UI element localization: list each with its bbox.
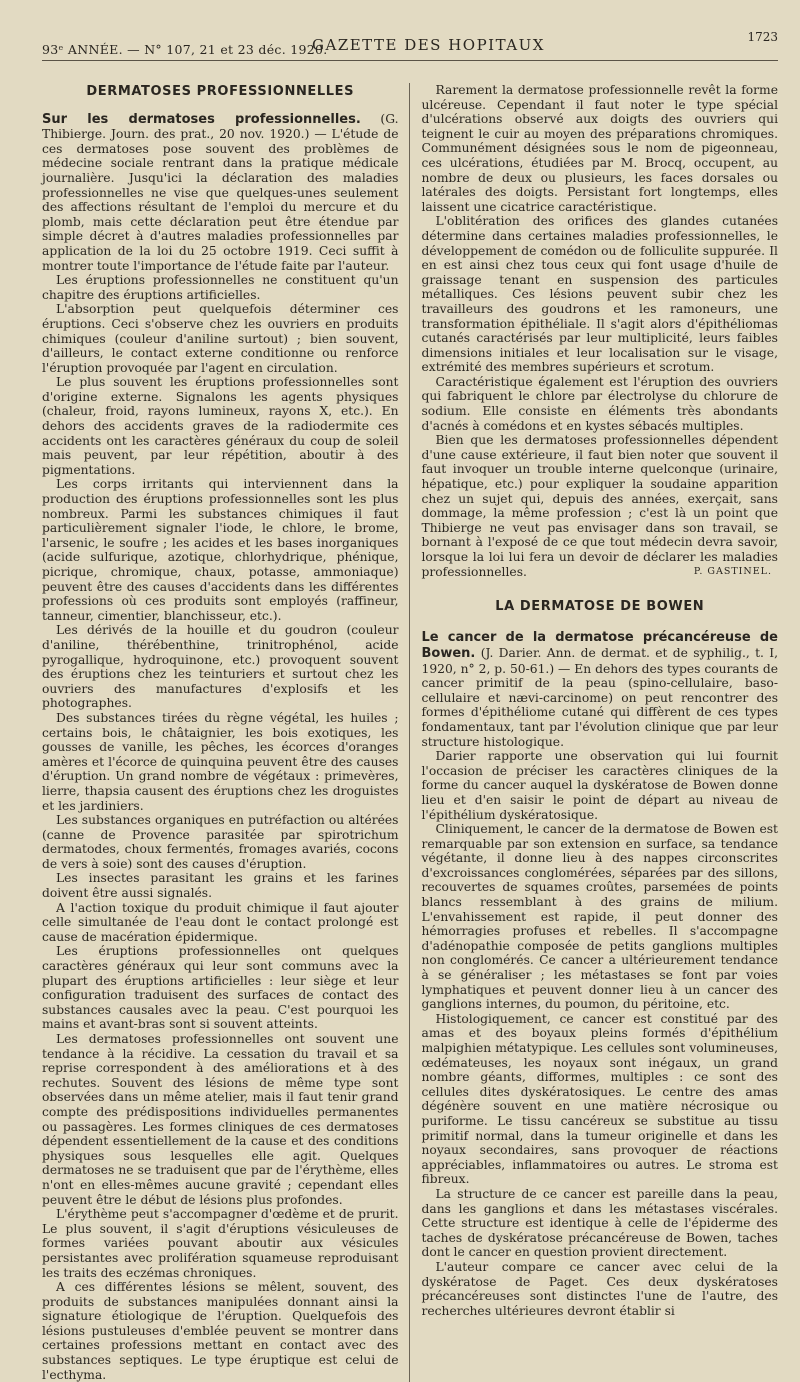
- paragraph: Cliniquement, le cancer de la dermatose de Bowen est remarquable par son extension en surface, sa tendance végétante, il donne lieu à des nappes circonscrites d'excroissances conglomérées, séparées par des sillons, recouvertes de squames croûtes, parsemées de points blancs ressemblant à des grains de milium. L'envahissement est rapide, il peut donner des hémorragies profuses et rebelles. Il s'accompagne d'adénopathie composée de petits ganglions multiples non conglomérés. Ce cancer a ultérieurement tendance à se généraliser ; les métastases se font par voies lymphatiques et peuvent donner lieu à un cancer des ganglions internes, du poumon, du péritoine, etc.: [421, 822, 778, 1012]
- paragraph: Les éruptions professionnelles ne constituent qu'un chapitre des éruptions artificielles.: [42, 273, 399, 302]
- paragraph: A l'action toxique du produit chimique il faut ajouter celle simultanée de l'eau dont le contact prolongé est cause de macération épidermique.: [42, 900, 399, 944]
- section-title-bowen: LA DERMATOSE DE BOWEN: [495, 598, 705, 614]
- paragraph: Des substances tirées du règne végétal, les huiles ; certains bois, le châtaignier, les bois exotiques, les gousses de vanille, les pêches, les écorces d'oranges amères et l'écorce de quinquina peuvent être des causes d'éruption. Un grand nombre de végétaux : primevères, lierre, thapsia causent des éruptions chez les droguistes et les jardiniers.: [42, 710, 399, 813]
- left-column: [42, 83, 410, 1382]
- paragraph: L'absorption peut quelquefois déterminer ces éruptions. Ceci s'observe chez les ouvriers en produits chimiques (couleur d'aniline surtout) ; bien souvent, d'ailleurs, le contact externe conditionne ou renforce l'éruption provoquée par l'agent en circulation.: [42, 302, 399, 375]
- article-lead: [42, 112, 399, 274]
- paragraph: Les insectes parasitant les grains et les farines doivent être aussi signalés.: [42, 871, 399, 901]
- paragraph: Rarement la dermatose professionnelle revêt la forme ulcéreuse. Cependant il faut noter le type spécial d'ulcérations observé aux doigts des ouvriers qui teignent le cuir au moyen des préparations chromiques. Communément désignées sous le nom de pigeonneau, ces ulcérations, étudiées par M. Brocq, occupent, au nombre de deux ou plusieurs, les faces dorsales ou latérales des doigts. Persistant fort longtemps, elles laissent une cicatrice caractéristique.: [421, 83, 778, 214]
- paragraph: (J. Darier. Ann. de dermat. et de syphilig., t. I, 1920, n° 2, p. 50-61.) — En dehors des types courants de cancer primitif de la peau (spino-cellulaire, baso-cellulaire et nævi-carcinome) on peut rencontrer des formes d'épithéliome cutané qui diffèrent de ces types fondamentaux, tant par l'évolution clinique que par leur structure histologique.: [421, 645, 778, 749]
- paragraph: L'auteur compare ce cancer avec celui de la dyskératose de Paget. Ces deux dyskératoses précancéreuses sont distinctes l'une de l'autre, des recherches ultérieures devront établir si: [421, 1259, 778, 1318]
- issue-line: 93ᵉ ANNÉE. — N° 107, 21 et 23 déc. 1920.: [42, 42, 328, 57]
- paragraph: La structure de ce cancer est pareille dans la peau, dans les ganglions et dans les métastases viscérales. Cette structure est identique à celle de l'épiderme des taches de dyskératose précancéreuse de Bowen, taches dont le cancer en question provient directement.: [421, 1186, 778, 1260]
- paragraph: Les dérivés de la houille et du goudron (couleur d'aniline, thérébenthine, trinitrophénol, acide pyrogallique, hydroquinone, etc.) provoquent souvent des éruptions chez les teinturiers et surtout chez les ouvriers des manufactures d'explosifs et les photographes.: [42, 623, 399, 711]
- paragraph: Histologiquement, ce cancer est constitué par des amas et des boyaux pleins formés d'épithélium malpighien métatypique. Les cellules sont volumineuses, œdémateuses, les noyaux sont inégaux, un grand nombre géants, difformes, multiples : ce sont des cellules dites dyskératosiques. Le centre des amas dégénère souvent en une matière nécrosique ou puriforme. Le tissu cancéreux se substitue au tissu primitif normal, dans la tumeur originelle et dans les noyaux secondaires, sans provoquer de réactions appréciables, inflammatoires ou autres. Le stroma est fibreux.: [421, 1011, 778, 1187]
- paragraph: Les corps irritants qui interviennent dans la production des éruptions professionnelles sont les plus nombreux. Parmi les substances chimiques il faut particulièrement signaler l'iode, le chlore, le brome, l'arsenic, le soufre ; les acides et les bases inorganiques (acide sulfurique, azotique, chlorhydrique, phénique, picrique, chromique, chaux, potasse, ammoniaque) peuvent être des causes d'accidents dans les différentes professions où ces produits sont employés (raffineur, tanneur, cimentier, blanchisseur, etc.).: [42, 477, 399, 623]
- article-title: Sur les dermatoses professionnelles.: [42, 111, 361, 127]
- author-signature: P. GASTINEL.: [693, 566, 772, 578]
- paragraph: Caractéristique également est l'éruption des ouvriers qui fabriquent le chlore par électrolyse du chlorure de sodium. Elle consiste en éléments très abondants d'acnés à comédons et en kystes sébacés multiples.: [421, 374, 778, 433]
- paragraph: Les substances organiques en putréfaction ou altérées (canne de Provence parasitée par spirotrichum dermatodes, choux fermentés, fromages avariés, cocons de vers à soie) sont des causes d'éruption.: [42, 813, 399, 871]
- running-header: [42, 20, 778, 61]
- section-title-dermatoses: DERMATOSES PROFESSIONNELLES: [86, 84, 355, 99]
- right-column: [410, 83, 779, 1382]
- journal-title: GAZETTE DES HOPITAUX: [312, 36, 545, 54]
- paragraph: Les dermatoses professionnelles ont souvent une tendance à la récidive. La cessation du travail et sa reprise correspondent à des améliorations et à des rechutes. Souvent des lésions de même type sont observées dans un même atelier, mais il faut tenir grand compte des prédispositions individuelles permanentes ou passagères. Les formes cliniques de ces dermatoses dépendent essentiellement de la cause et des conditions physiques sous lesquelles elle agit. Quelques dermatoses ne se traduisent que par de l'érythème, elles n'ont en elles-mêmes aucune gravité ; cependant elles peuvent être le début de lésions plus profondes.: [42, 1032, 399, 1207]
- paragraph: Darier rapporte une observation qui lui fournit l'occasion de préciser les caractères cliniques de la forme du cancer auquel la dyskératose de Bowen donne lieu et d'en saisir le point de départ au niveau de l'épithélium dyskératosique.: [421, 749, 778, 822]
- two-column-body: [42, 83, 778, 1382]
- paragraph: Les éruptions professionnelles ont quelques caractères généraux qui leur sont communs avec la plupart des éruptions artificielles : leur siège et leur configuration traduisent des surfaces de contact des substances causales avec la peau. C'est pourquoi les mains et avant-bras sont si souvent atteints.: [42, 944, 399, 1032]
- paragraph: Bien que les dermatoses professionnelles dépendent d'une cause extérieure, il faut bien noter que souvent il faut invoquer un trouble interne quelconque (urinaire, hépatique, etc.) pour expliquer la soudaine apparition chez un sujet qui, depuis des années, exerçait, sans dommage, la même profession ; c'est là un point que Thibierge ne veut pas envisager dans son travail, se bornant à l'exposé de ce que tout médecin devra savoir, lorsque la loi lui fera un devoir de déclarer les maladies professionnelles.: [421, 433, 778, 579]
- article-title: Le cancer de la dermatose précancéreuse de Bowen.: [421, 630, 778, 661]
- paragraph: (G. Thibierge. Journ. des prat., 20 nov. 1920.) — L'étude de ces dermatoses pose souvent des problèmes de médecine sociale rentrant dans la pratique médicale journalière. Jusqu'ici la déclaration des maladies professionnelles ne vise que quelques-unes seulement des affections résultant de l'emploi du mercure et du plomb, mais cette déclaration peut être étendue par simple décret à d'autres maladies professionnelles par application de la loi du 25 octobre 1919. Ceci suffit à montrer toute l'importance de l'étude faite par l'auteur.: [42, 111, 399, 273]
- paragraph: L'érythème peut s'accompagner d'œdème et de prurit. Le plus souvent, il s'agit d'éruptions vésiculeuses de formes variées pouvant aboutir aux vésicules persistantes avec prolifération squameuse reproduisant les traits des eczémas chroniques.: [42, 1207, 399, 1280]
- article-lead: [422, 630, 779, 749]
- paragraph: A ces différentes lésions se mêlent, souvent, des produits de substances manipulées donnant ainsi la signature étiologique de l'éruption. Quelquefois des lésions pustuleuses d'emblée peuvent se montrer dans certaines professions mettant en contact avec des substances septiques. Le type éruptique est celui de l'ecthyma.: [42, 1280, 399, 1382]
- paragraph: L'oblitération des orifices des glandes cutanées détermine dans certaines maladies professionnelles, le développement de comédon ou de folliculite suppurée. Il en est ainsi chez tous ceux qui font usage d'huile de graissage tenant en suspension des particules métalliques. Ces lésions peuvent subir chez les travailleurs des goudrons et les ramoneurs, une transformation épithéliale. Il s'agit alors d'épithéliomas cutanés caractérisés par leur multiplicité, leurs faibles dimensions initiales et leur localisation sur le visage, extrémité des membres supérieurs et scrotum.: [421, 214, 778, 375]
- page-number: 1723: [747, 30, 778, 44]
- paragraph: Le plus souvent les éruptions professionnelles sont d'origine externe. Signalons les agents physiques (chaleur, froid, rayons lumineux, rayons X, etc.). En dehors des accidents graves de la radiodermite ces accidents ont les caractères généraux du coup de soleil mais peuvent, par leur répétition, aboutir à des pigmentations.: [42, 375, 399, 477]
